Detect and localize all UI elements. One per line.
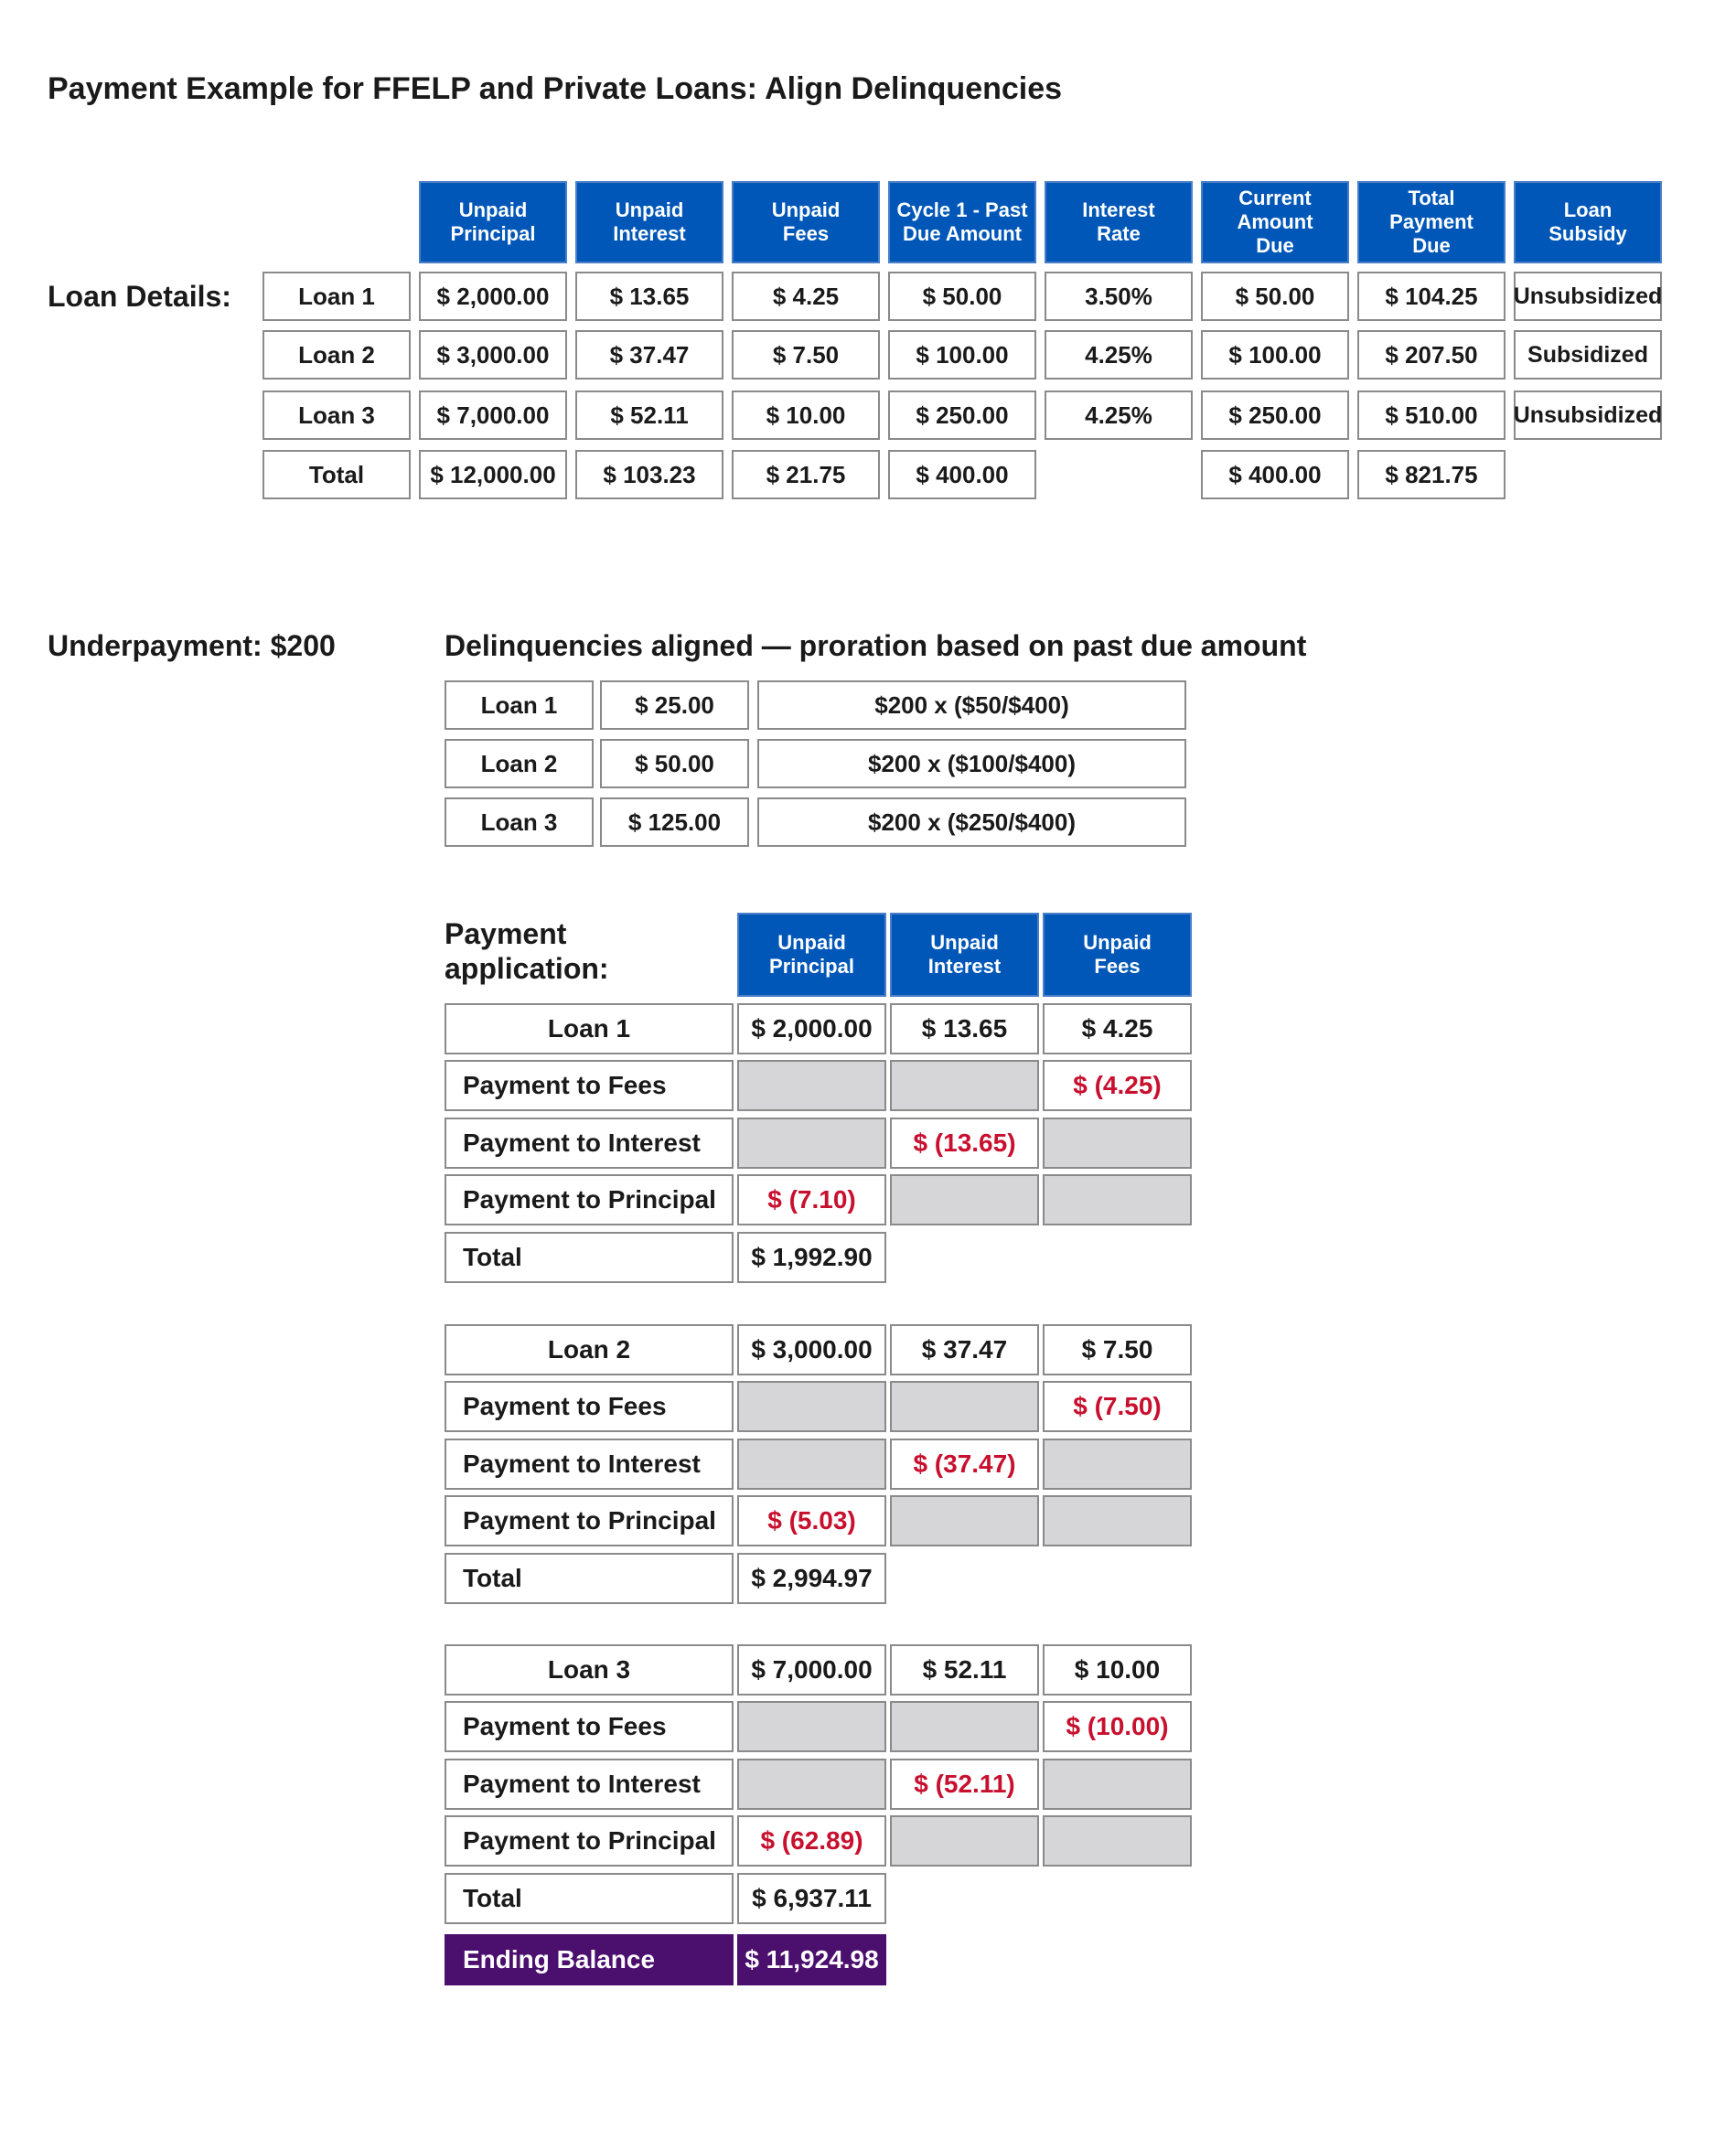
blank-cell (1043, 1815, 1192, 1867)
blank-cell (737, 1060, 886, 1111)
loan-detail-cell: $ 52.11 (575, 390, 723, 440)
proration-amount: $ 125.00 (600, 797, 749, 847)
interest-payment: $ (13.65) (890, 1118, 1039, 1169)
proration-amount: $ 25.00 (600, 680, 749, 730)
loan-detail-cell: $ 2,000.00 (419, 272, 567, 321)
loan-detail-cell: Unsubsidized (1514, 272, 1662, 321)
loan-detail-cell: $ 50.00 (1201, 272, 1349, 321)
blank-cell (1043, 1174, 1192, 1225)
column-header: Loan Subsidy (1514, 181, 1662, 263)
column-header: Current Amount Due (1201, 181, 1349, 263)
row-label-2: Loan 3 (263, 390, 411, 440)
loan-detail-cell: 4.25% (1045, 390, 1193, 440)
proration-formula: $200 x ($250/$400) (757, 797, 1186, 847)
payment-to-fees-label: Payment to Fees (445, 1060, 734, 1111)
row-label-1: Loan 2 (263, 330, 411, 380)
payment-to-principal-label: Payment to Principal (445, 1174, 734, 1225)
loan-principal: $ 3,000.00 (737, 1324, 886, 1375)
column-header: Unpaid Interest (575, 181, 723, 263)
loan-detail-cell: $ 100.00 (1201, 330, 1349, 380)
loan-detail-cell: $ 13.65 (575, 272, 723, 321)
loan-detail-cell: $ 12,000.00 (419, 450, 567, 499)
interest-payment: $ (52.11) (890, 1759, 1039, 1810)
column-header: Cycle 1 - Past Due Amount (888, 181, 1036, 263)
loan-detail-cell: $ 37.47 (575, 330, 723, 380)
proration-loan: Loan 1 (445, 680, 594, 730)
loan-detail-cell: $ 100.00 (888, 330, 1036, 380)
payment-to-principal-label: Payment to Principal (445, 1495, 734, 1546)
principal-payment: $ (5.03) (737, 1495, 886, 1546)
loan-detail-cell: $ 250.00 (888, 390, 1036, 440)
loan-fees: $ 10.00 (1043, 1644, 1192, 1696)
blank-cell (890, 1701, 1039, 1752)
row-label-3: Total (263, 450, 411, 499)
proration-formula: $200 x ($50/$400) (757, 680, 1186, 730)
loan-name: Loan 3 (445, 1644, 734, 1696)
column-header: Total Payment Due (1357, 181, 1506, 263)
blank-cell (1043, 1439, 1192, 1490)
loan-detail-cell: $ 510.00 (1357, 390, 1506, 440)
loan-total: $ 1,992.90 (737, 1232, 886, 1283)
blank-cell (737, 1701, 886, 1752)
blank-cell (737, 1439, 886, 1490)
payment-to-interest-label: Payment to Interest (445, 1759, 734, 1810)
total-label: Total (445, 1873, 734, 1924)
loan-principal: $ 2,000.00 (737, 1003, 886, 1054)
underpayment-label: Underpayment: $200 (48, 629, 336, 662)
payment-to-interest-label: Payment to Interest (445, 1439, 734, 1490)
loan-detail-cell: 4.25% (1045, 330, 1193, 380)
payment-to-principal-label: Payment to Principal (445, 1815, 734, 1867)
blank-cell (737, 1759, 886, 1810)
blank-cell (737, 1381, 886, 1432)
loan-detail-cell: $ 50.00 (888, 272, 1036, 321)
loan-detail-cell: $ 250.00 (1201, 390, 1349, 440)
principal-payment: $ (62.89) (737, 1815, 886, 1867)
loan-details-label: Loan Details: (48, 280, 231, 313)
blank-cell (890, 1060, 1039, 1111)
blank-cell (1043, 1118, 1192, 1169)
loan-fees: $ 4.25 (1043, 1003, 1192, 1054)
column-header: Unpaid Principal (419, 181, 567, 263)
payment-application-label: Payment application: (445, 917, 609, 985)
loan-detail-cell: Subsidized (1514, 330, 1662, 380)
proration-amount: $ 50.00 (600, 739, 749, 788)
loan-detail-cell: $ 821.75 (1357, 450, 1506, 499)
pay-column-header: Unpaid Principal (737, 913, 886, 997)
principal-payment: $ (7.10) (737, 1174, 886, 1225)
loan-detail-cell: $ 7,000.00 (419, 390, 567, 440)
loan-name: Loan 1 (445, 1003, 734, 1054)
loan-detail-cell: $ 207.50 (1357, 330, 1506, 380)
total-label: Total (445, 1232, 734, 1283)
payment-to-interest-label: Payment to Interest (445, 1118, 734, 1169)
interest-payment: $ (37.47) (890, 1439, 1039, 1490)
loan-detail-cell: 3.50% (1045, 272, 1193, 321)
loan-detail-cell: $ 10.00 (732, 390, 880, 440)
total-label: Total (445, 1553, 734, 1604)
loan-detail-cell: $ 104.25 (1357, 272, 1506, 321)
pay-column-header: Unpaid Interest (890, 913, 1039, 997)
fees-payment: $ (4.25) (1043, 1060, 1192, 1111)
fees-payment: $ (10.00) (1043, 1701, 1192, 1752)
page-title: Payment Example for FFELP and Private Loans: Align Delinquencies (48, 71, 1063, 106)
ending-balance-value: $ 11,924.98 (737, 1934, 886, 1985)
loan-fees: $ 7.50 (1043, 1324, 1192, 1375)
loan-total: $ 6,937.11 (737, 1873, 886, 1924)
payment-to-fees-label: Payment to Fees (445, 1701, 734, 1752)
loan-detail-cell: $ 4.25 (732, 272, 880, 321)
loan-detail-cell: $ 3,000.00 (419, 330, 567, 380)
blank-cell (890, 1495, 1039, 1546)
loan-detail-cell: $ 21.75 (732, 450, 880, 499)
payment-to-fees-label: Payment to Fees (445, 1381, 734, 1432)
fees-payment: $ (7.50) (1043, 1381, 1192, 1432)
proration-loan: Loan 2 (445, 739, 594, 788)
blank-cell (890, 1815, 1039, 1867)
blank-cell (737, 1118, 886, 1169)
loan-interest: $ 37.47 (890, 1324, 1039, 1375)
loan-detail-cell: $ 400.00 (1201, 450, 1349, 499)
proration-heading: Delinquencies aligned — proration based on past due amount (445, 629, 1307, 662)
blank-cell (890, 1174, 1039, 1225)
loan-detail-cell: Unsubsidized (1514, 390, 1662, 440)
proration-formula: $200 x ($100/$400) (757, 739, 1186, 788)
proration-loan: Loan 3 (445, 797, 594, 847)
column-header: Interest Rate (1045, 181, 1193, 263)
loan-total: $ 2,994.97 (737, 1553, 886, 1604)
loan-detail-cell: $ 400.00 (888, 450, 1036, 499)
blank-cell (1043, 1495, 1192, 1546)
loan-interest: $ 13.65 (890, 1003, 1039, 1054)
loan-detail-cell: $ 7.50 (732, 330, 880, 380)
row-label-0: Loan 1 (263, 272, 411, 321)
blank-cell (1043, 1759, 1192, 1810)
loan-name: Loan 2 (445, 1324, 734, 1375)
loan-principal: $ 7,000.00 (737, 1644, 886, 1696)
column-header: Unpaid Fees (732, 181, 880, 263)
loan-detail-cell: $ 103.23 (575, 450, 723, 499)
pay-column-header: Unpaid Fees (1043, 913, 1192, 997)
ending-balance-label: Ending Balance (445, 1934, 734, 1985)
loan-interest: $ 52.11 (890, 1644, 1039, 1696)
blank-cell (890, 1381, 1039, 1432)
